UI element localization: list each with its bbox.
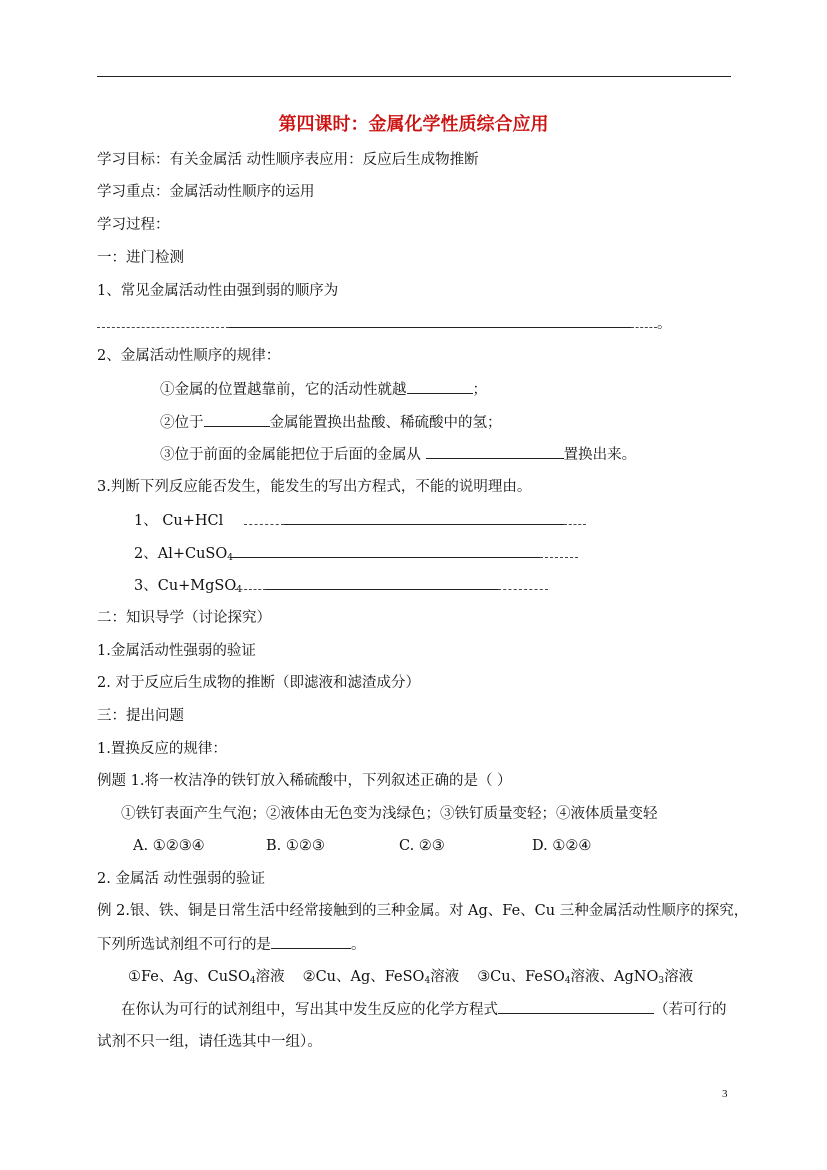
learning-focus: 学习重点：金属活动性顺序的运用 bbox=[97, 184, 315, 200]
question-1-answer-line bbox=[97, 313, 672, 334]
final-question-line-1 bbox=[121, 999, 727, 1020]
group-3-solution: 溶液、AgNO bbox=[570, 969, 659, 985]
answer-blank[interactable] bbox=[498, 999, 654, 1014]
subscript: 4 bbox=[236, 585, 242, 595]
answer-blank[interactable] bbox=[230, 575, 266, 590]
example-2-line-2 bbox=[97, 934, 366, 955]
reaction-1 bbox=[134, 510, 586, 531]
page-title: 第四课时：金属化学性质综合应用 bbox=[278, 114, 549, 135]
learning-objective: 学习目标：有关金属活 动性顺序表应用：反应后生成物推断 bbox=[97, 152, 479, 168]
rule-3 bbox=[160, 444, 636, 465]
reaction-3-label bbox=[134, 576, 242, 600]
rule-3-end: 置换出来。 bbox=[563, 447, 637, 463]
answer-blank[interactable] bbox=[244, 510, 284, 525]
section-2-heading: 二：知识导学（讨论探究） bbox=[97, 610, 271, 626]
header-rule bbox=[97, 76, 731, 77]
reaction-2-formula: 2、Al+CuSO bbox=[134, 546, 228, 562]
section-3-item-2: 2. 金属活 动性强弱的验证 bbox=[97, 871, 266, 887]
answer-blank[interactable] bbox=[540, 543, 578, 558]
option-c[interactable]: C. ②③ bbox=[399, 838, 445, 854]
section-1-heading: 一：进门检测 bbox=[97, 250, 184, 266]
page-number: 3 bbox=[722, 1088, 728, 1100]
period: 。 bbox=[657, 316, 672, 332]
answer-blank[interactable] bbox=[204, 412, 270, 427]
reaction-2 bbox=[134, 543, 578, 568]
option-d[interactable]: D. ①②④ bbox=[532, 838, 592, 854]
answer-blank[interactable] bbox=[229, 313, 631, 328]
group-2-formula: ②Cu、Ag、FeSO bbox=[302, 969, 425, 985]
group-3-formula: ③Cu、FeSO bbox=[477, 969, 565, 985]
section-2-item-1: 1.金属活动性强弱的验证 bbox=[97, 643, 256, 659]
section-3-heading: 三：提出问题 bbox=[97, 708, 184, 724]
example-2-line-1: 例 2.银、铁、铜是日常生活中经常接触到的三种金属。对 Ag、Fe、Cu 三种金属活动性顺序的探究， bbox=[97, 903, 749, 919]
rule-1 bbox=[160, 379, 487, 400]
rule-3-text: ③位于前面的金属能把位于后面的金属从 bbox=[160, 447, 426, 463]
subscript: 4 bbox=[227, 553, 233, 563]
rule-2 bbox=[160, 412, 502, 433]
rule-2-end: 金属能置换出盐酸、稀硫酸中的氢； bbox=[269, 415, 502, 431]
example-1-statements: ①铁钉表面产生气泡；②液体由无色变为浅绿色；③铁钉质量变轻；④液体质量变轻 bbox=[121, 806, 658, 822]
answer-blank[interactable] bbox=[97, 313, 229, 328]
group-1-formula: ①Fe、Ag、CuSO bbox=[128, 969, 250, 985]
group-3-solution-end: 溶液 bbox=[664, 969, 694, 985]
reaction-1-label: 1、 Cu+HCl bbox=[134, 513, 224, 529]
answer-blank[interactable] bbox=[230, 543, 540, 558]
subscript: 4 bbox=[424, 976, 431, 986]
answer-blank[interactable] bbox=[407, 379, 473, 394]
reaction-3 bbox=[134, 575, 548, 600]
period: 。 bbox=[351, 937, 366, 953]
reagent-group-1 bbox=[128, 969, 285, 985]
answer-blank[interactable] bbox=[266, 575, 498, 590]
group-1-solution: 溶液 bbox=[255, 969, 285, 985]
learning-process: 学习过程： bbox=[97, 217, 170, 233]
final-question: 在你认为可行的试剂组中，写出其中发生反应的化学方程式 bbox=[121, 1002, 498, 1018]
example-1-question: 例题 1.将一枚洁净的铁钉放入稀硫酸中，下列叙述正确的是（ ） bbox=[97, 773, 512, 789]
final-question-note: （若可行的 bbox=[654, 1002, 727, 1018]
rule-2-text: ②位于 bbox=[160, 415, 204, 431]
answer-blank[interactable] bbox=[426, 444, 564, 459]
example-2-question: 下列所选试剂组不可行的是 bbox=[97, 937, 271, 953]
rule-1-end: ； bbox=[472, 382, 487, 398]
reagent-group-3 bbox=[477, 969, 693, 985]
example-1-options bbox=[133, 836, 665, 856]
question-1: 1、常见金属活动性由强到弱的顺序为 bbox=[97, 283, 339, 299]
option-b[interactable]: B. ①②③ bbox=[266, 838, 325, 854]
section-3-item-1: 1.置换反应的规律： bbox=[97, 741, 227, 757]
reaction-3-formula: 3、Cu+MgSO bbox=[134, 578, 237, 594]
subscript: 3 bbox=[658, 976, 665, 986]
subscript: 4 bbox=[564, 976, 571, 986]
question-3: 3.判断下列反应能否发生，能发生的写出方程式，不能的说明理由。 bbox=[97, 479, 532, 495]
rule-1-text: ①金属的位置越靠前，它的活动性就越 bbox=[160, 382, 407, 398]
subscript: 4 bbox=[249, 976, 256, 986]
answer-blank[interactable] bbox=[631, 313, 657, 328]
answer-blank[interactable] bbox=[271, 934, 351, 949]
reagent-group-2 bbox=[303, 969, 460, 985]
answer-blank[interactable] bbox=[564, 510, 586, 525]
group-2-solution: 溶液 bbox=[430, 969, 460, 985]
answer-blank[interactable] bbox=[498, 575, 548, 590]
final-question-line-2: 试剂不只一组，请任选其中一组）。 bbox=[97, 1034, 322, 1050]
question-2: 2、金属活动性顺序的规律： bbox=[97, 348, 281, 364]
answer-blank[interactable] bbox=[284, 510, 564, 525]
section-2-item-2: 2. 对于反应后生成物的推断（即滤液和滤渣成分） bbox=[97, 675, 420, 691]
reaction-2-label bbox=[134, 544, 233, 568]
reagent-groups bbox=[128, 967, 693, 991]
option-a[interactable]: A. ①②③④ bbox=[133, 838, 205, 854]
